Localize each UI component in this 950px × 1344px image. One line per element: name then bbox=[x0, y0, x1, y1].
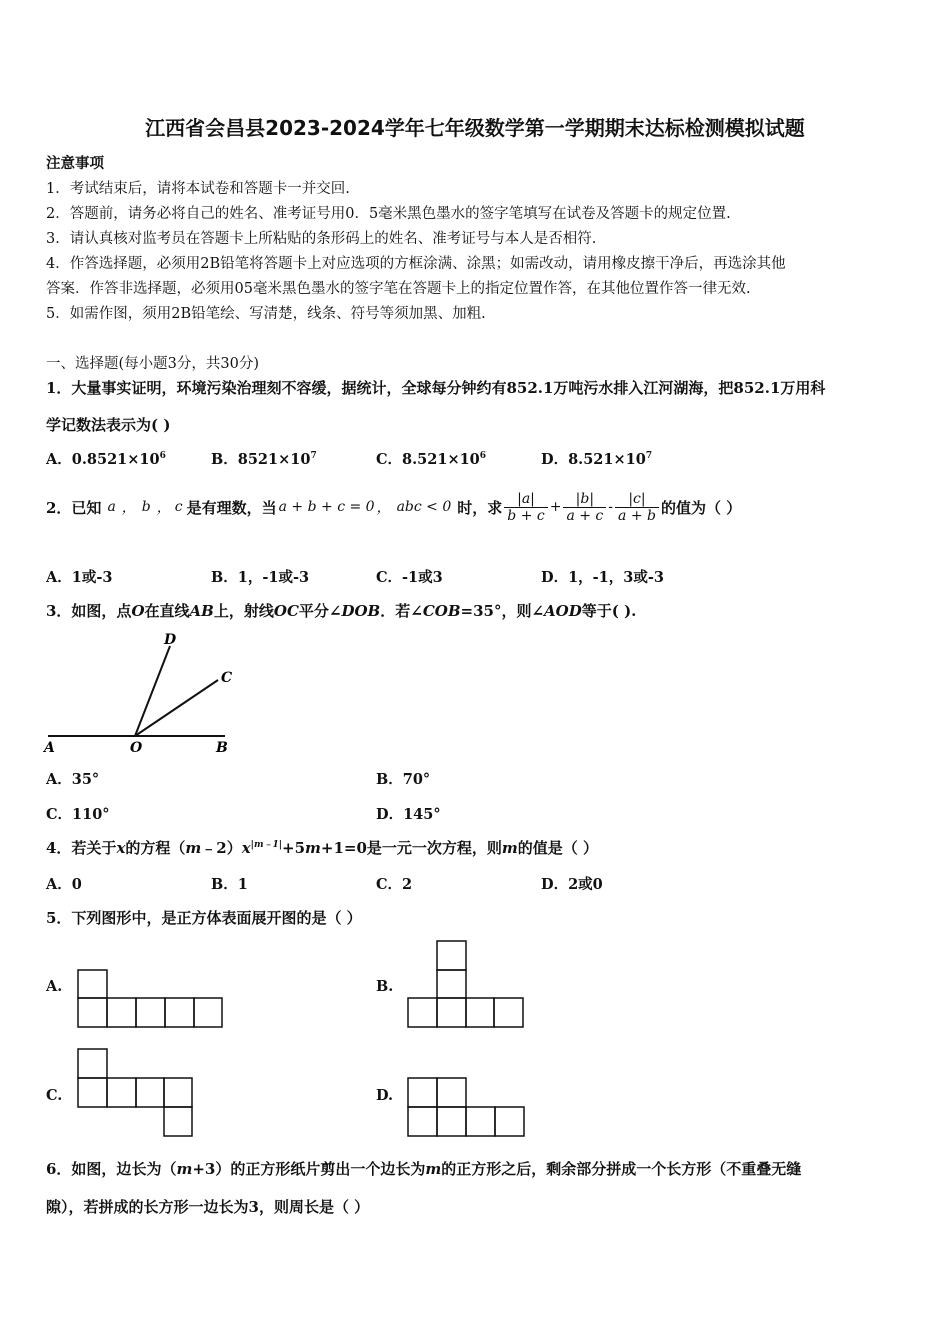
q1-option-a: A．$0.8521\times 10^6$ bbox=[46, 451, 166, 468]
q1-option-d: D．$8.521\times 10^7$ bbox=[541, 451, 653, 468]
q3-option-a: A．35° bbox=[46, 771, 100, 788]
fraction: $\frac{|a|}{b + c}$ bbox=[504, 491, 547, 524]
section-heading: 一、选择题(每小题3分，共30分) bbox=[46, 356, 259, 372]
label-d: D bbox=[164, 632, 177, 648]
notice-item: 5．如需作图，须用2B铅笔绘、写清楚，线条、符号等须加黑、加粗. bbox=[46, 306, 486, 322]
question-4-text: 4．若关于x的方程$(m﹣2)x^{|m﹣1|}+5m+1=0$是一元一次方程，则m的值是（ ） bbox=[46, 839, 599, 857]
q5-option-d: D. bbox=[376, 1087, 394, 1104]
page-title: 江西省会昌县2023-2024学年七年级数学第一学期期末达标检测模拟试题 bbox=[145, 116, 805, 140]
notice-heading: 注意事项 bbox=[46, 155, 104, 172]
q3-option-b: B．70° bbox=[376, 771, 431, 788]
net-d bbox=[408, 1078, 524, 1136]
fraction: $\frac{|b|}{a + c}$ bbox=[563, 491, 606, 524]
question-1-text: 1．大量事实证明，环境污染治理刻不容缓，据统计，全球每分钟约有852.1万吨污水排入江河湖海，把852.1万用科 bbox=[46, 379, 826, 397]
q4-option-b: B．1 bbox=[211, 876, 248, 893]
net-c bbox=[78, 1049, 192, 1136]
question-6-text: 6．如图，边长为（m+3）的正方形纸片剪出一个边长为m的正方形之后，剩余部分拼成一个长方形（不重叠无缝 bbox=[46, 1160, 802, 1178]
q5-option-b: B. bbox=[376, 978, 394, 995]
notice-item: 1．考试结束后，请将本试卷和答题卡一并交回. bbox=[46, 181, 350, 197]
question-3-text: 3．如图，点O在直线AB上，射线OC平分∠DOB．若∠COB=35°，则∠AOD等于( ). bbox=[46, 602, 637, 620]
q5-option-a: A. bbox=[46, 978, 63, 995]
net-b bbox=[408, 941, 523, 1027]
q4-option-c: C．2 bbox=[376, 876, 413, 893]
q5-option-c: C. bbox=[46, 1087, 63, 1104]
q3-option-d: D．145° bbox=[376, 806, 441, 823]
question-2-text: 2．已知 a ， b ， c 是有理数，当 a + b + c = 0 ， abc < 0 时，求 $\frac{|a|}{b + c}$ + $\frac{|b|}{a + c}$ - $\frac{|c|}{a + b}$ 的值为（ ） bbox=[46, 490, 742, 524]
notice-item: 2．答题前，请务必将自己的姓名、准考证号用0．5毫米黑色墨水的签字笔填写在试卷及答题卡的规定位置. bbox=[46, 206, 731, 222]
notice-item: 答案．作答非选择题，必须用05毫米黑色墨水的签字笔在答题卡上的指定位置作答，在其他位置作答一律无效. bbox=[46, 281, 751, 297]
q2-option-d: D．1，-1，3或-3 bbox=[541, 569, 664, 586]
q4-option-a: A．0 bbox=[46, 876, 82, 893]
net-a bbox=[78, 970, 222, 1027]
notice-item: 4．作答选择题，必须用2B铅笔将答题卡上对应选项的方框涂满、涂黑；如需改动，请用橡皮擦干净后，再选涂其他 bbox=[46, 256, 786, 272]
label-a: A bbox=[44, 740, 55, 756]
q1-option-c: C．$8.521\times 10^6$ bbox=[376, 451, 487, 468]
q2-option-a: A．1或-3 bbox=[46, 569, 113, 586]
q4-option-d: D．2或0 bbox=[541, 876, 603, 893]
q2-option-c: C．-1或3 bbox=[376, 569, 443, 586]
q1-option-b: B．$8521\times 10^7$ bbox=[211, 451, 317, 468]
question-5-text: 5．下列图形中，是正方体表面展开图的是（ ） bbox=[46, 909, 362, 927]
label-c: C bbox=[221, 670, 233, 686]
fraction: $\frac{|c|}{a + b}$ bbox=[615, 491, 659, 524]
question-6-text-cont: 隙），若拼成的长方形一边长为3，则周长是（ ） bbox=[46, 1198, 370, 1216]
q3-option-c: C．110° bbox=[46, 806, 110, 823]
question-1-text-cont: 学记数法表示为( ) bbox=[46, 416, 171, 434]
notice-item: 3．请认真核对监考员在答题卡上所粘贴的条形码上的姓名、准考证号与本人是否相符. bbox=[46, 231, 597, 247]
label-b: B bbox=[216, 740, 228, 756]
q2-option-b: B．1，-1或-3 bbox=[211, 569, 310, 586]
label-o: O bbox=[130, 740, 143, 756]
